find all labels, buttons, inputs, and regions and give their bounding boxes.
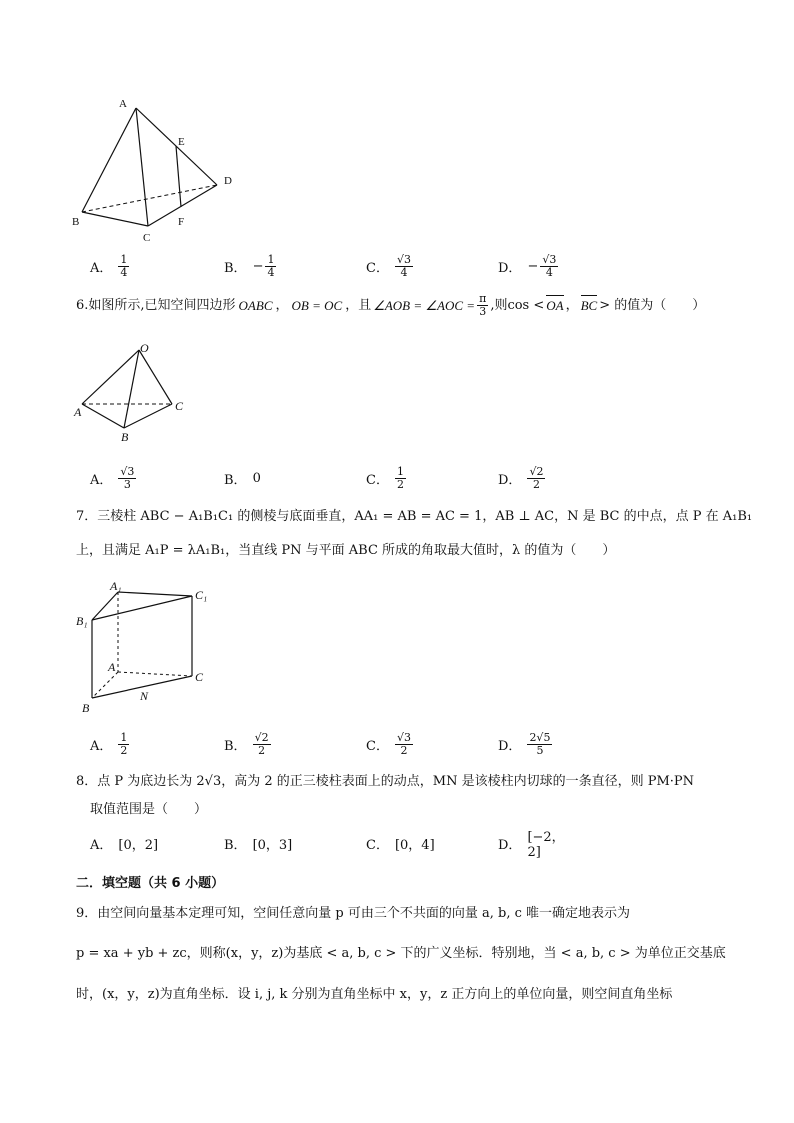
edge-A1C1 (118, 592, 192, 596)
q8-stem-line1: 8．点 P 为底边长为 2√3，高为 2 的正三棱柱表面上的动点，MN 是该棱柱内切球的一条直径，则 PM·PN (76, 774, 695, 789)
edge-AB (82, 404, 124, 428)
option-value: [0，4] (394, 837, 435, 853)
q6-option-a[interactable] (90, 462, 136, 494)
numerator: √2 (529, 464, 544, 478)
option-letter: B． (224, 837, 247, 853)
denominator: 2 (258, 743, 266, 757)
label-C: C (175, 399, 184, 413)
q8-option-d[interactable] (498, 827, 570, 859)
q7-options (90, 728, 570, 760)
prism-diagram (74, 578, 224, 718)
sign: − (527, 258, 539, 274)
fraction (265, 254, 276, 279)
numerator: √3 (542, 252, 557, 266)
edge-AC (136, 108, 148, 226)
tetrahedron-diagram (72, 340, 192, 445)
denominator: 4 (120, 265, 128, 279)
fraction (395, 254, 413, 279)
vector-OA: OA (546, 296, 563, 316)
q6-cond2: ∠AOB = ∠AOC = (373, 297, 476, 313)
edge-AB-hidden (92, 672, 118, 698)
fraction (395, 466, 406, 491)
q5-option-d[interactable] (498, 250, 558, 282)
numerator: 1 (396, 464, 404, 478)
label-A: A (119, 98, 127, 110)
q6-option-d[interactable] (498, 462, 545, 494)
edge-AC-hidden (118, 672, 192, 676)
option-letter: A． (90, 260, 113, 276)
option-letter: D． (498, 260, 522, 276)
q6-cond1: OB = OC (291, 297, 343, 313)
numerator: √2 (254, 730, 269, 744)
denominator: 4 (545, 265, 553, 279)
numerator: √3 (396, 730, 411, 744)
option-value: [−2，2] (527, 830, 565, 860)
edge-AB (82, 108, 136, 212)
edge-BC (124, 404, 172, 428)
option-letter: B． (224, 472, 247, 488)
option-letter: D． (498, 837, 522, 853)
denominator: 4 (267, 265, 275, 279)
fraction (118, 732, 129, 757)
edge-BC (82, 212, 148, 226)
q6-text-f: > 的值为（ ） (599, 297, 706, 313)
edge-BD-hidden (82, 185, 217, 212)
q6-text-c: ，且 (345, 297, 372, 313)
section-title-fill-in: 二．填空题（共 6 小题） (76, 876, 225, 891)
q7-option-c[interactable] (366, 728, 413, 760)
option-letter: D． (498, 738, 522, 754)
denominator: 3 (123, 477, 131, 491)
q8-option-b[interactable] (224, 827, 292, 859)
vector-BC: BC (581, 296, 598, 316)
q8-option-c[interactable] (366, 827, 435, 859)
fraction (118, 466, 136, 491)
denominator: 4 (400, 265, 408, 279)
q9-line2: p = xa + yb + zc，则称(x，y，z)为基底 < a, b, c > 下的广义坐标．特别地，当 < a, b, c > 为单位正交基底 (76, 946, 726, 961)
q6-option-c[interactable] (366, 462, 406, 494)
label-B: B (121, 430, 129, 444)
q6-options (90, 462, 570, 494)
label-D: D (224, 175, 232, 187)
q7-option-a[interactable] (90, 728, 129, 760)
option-letter: C． (366, 260, 389, 276)
numerator: √3 (396, 252, 411, 266)
q9-line1: 9．由空间向量基本定理可知，空间任意向量 p 可由三个不共面的向量 a, b, c 唯一确定地表示为 (76, 906, 631, 921)
numerator: π (479, 292, 487, 305)
option-letter: D． (498, 472, 522, 488)
option-letter: C． (366, 738, 389, 754)
option-value: [0，3] (252, 837, 293, 853)
option-letter: C． (366, 837, 389, 853)
q6-text-e: ， (565, 297, 579, 313)
numerator: 1 (267, 252, 275, 266)
fraction (540, 254, 558, 279)
label-B: B (82, 701, 90, 715)
label-O: O (140, 341, 149, 355)
option-letter: B． (224, 260, 247, 276)
label-A1: A₁ (110, 579, 122, 593)
q8-option-a[interactable] (90, 827, 158, 859)
denominator: 3 (479, 305, 487, 318)
q7-stem-line2: 上，且满足 A₁P = λA₁B₁，当直线 PN 与平面 ABC 所成的角取最大值时，λ 的值为（ ） (76, 543, 616, 558)
label-N: N (140, 689, 149, 703)
numerator: 1 (120, 730, 128, 744)
label-B: B (72, 216, 80, 228)
q5-option-a[interactable] (90, 250, 129, 282)
label-E: E (178, 136, 185, 148)
numerator: √3 (120, 464, 135, 478)
label-C: C (195, 670, 204, 684)
fraction (395, 732, 413, 757)
option-letter: A． (90, 472, 113, 488)
q5-option-b[interactable] (224, 250, 276, 282)
q7-option-b[interactable] (224, 728, 271, 760)
denominator: 5 (536, 743, 544, 757)
option-letter: A． (90, 837, 113, 853)
q7-option-d[interactable] (498, 728, 552, 760)
fraction (527, 732, 552, 757)
q5-options (90, 250, 570, 282)
sign: − (252, 258, 264, 274)
q6-figure (72, 340, 192, 445)
denominator: 2 (400, 743, 408, 757)
option-value: 0 (252, 470, 261, 486)
option-letter: B． (224, 738, 247, 754)
pi-over-3 (477, 293, 488, 318)
edge-OC (139, 350, 172, 404)
numerator: 1 (120, 252, 128, 266)
q6-text-b: ， (275, 297, 289, 313)
label-B1: B₁ (76, 614, 88, 628)
edge-A1B1 (92, 592, 118, 620)
numerator: 2√5 (529, 730, 551, 744)
q8-options (90, 827, 570, 859)
option-value: [0，2] (118, 837, 159, 853)
q5-figure (70, 95, 250, 250)
q5-option-c[interactable] (366, 250, 413, 282)
pyramid-diagram (70, 95, 250, 250)
segment-EF (176, 146, 181, 207)
fraction (527, 466, 545, 491)
denominator: 2 (120, 743, 128, 757)
q8-stem-line2: 取值范围是（ ） (90, 802, 208, 817)
q7-figure (74, 578, 224, 718)
label-A: A (74, 405, 82, 419)
q7-stem-line1: 7．三棱柱 ABC − A₁B₁C₁ 的侧棱与底面垂直，AA₁ = AB = AC = 1，AB ⊥ AC，N 是 BC 的中点，点 P 在 A₁B₁ (76, 509, 753, 524)
denominator: 2 (396, 477, 404, 491)
fraction (253, 732, 271, 757)
q6-text-a: 6.如图所示,已知空间四边形 (76, 297, 236, 313)
q6-stem (76, 293, 726, 318)
label-C1: C₁ (195, 588, 208, 602)
label-C: C (143, 232, 151, 244)
q9-line3: 时，(x，y，z)为直角坐标．设 i, j, k 分别为直角坐标中 x，y，z 正方向上的单位向量，则空间直角坐标 (76, 987, 673, 1002)
denominator: 2 (532, 477, 540, 491)
q6-text-d: ,则cos < (490, 297, 545, 313)
fraction (118, 254, 129, 279)
edge-B1C1 (92, 596, 192, 620)
q6-shape: OABC (238, 297, 273, 313)
option-letter: C． (366, 472, 389, 488)
option-letter: A． (90, 738, 113, 754)
label-A: A (108, 660, 116, 674)
q6-option-b[interactable] (224, 462, 261, 494)
label-F: F (178, 216, 185, 228)
